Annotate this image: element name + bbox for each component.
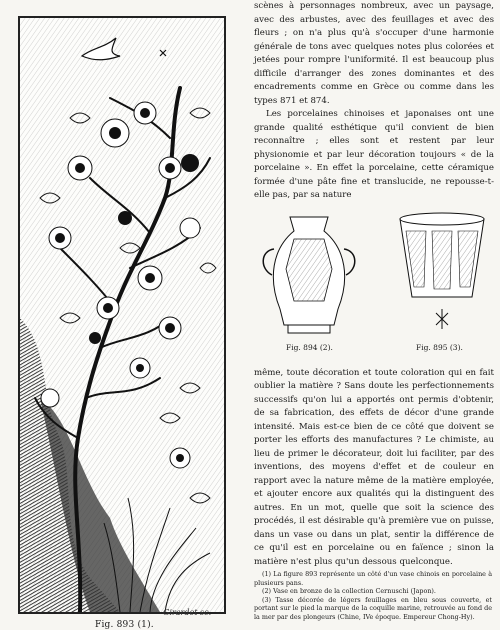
footnotes (254, 570, 492, 622)
figure-894-caption: Fig. 894 (2). (286, 342, 333, 352)
engraver-signature: Girardet sc. (163, 608, 212, 617)
footnote-1: (1) La figure 893 représente un côté d'un vase chinois en porcelaine à plusieurs pans. (254, 570, 492, 587)
plate-caption: Fig. 893 (1). (95, 620, 154, 630)
bronze-vase-illustration (254, 209, 364, 339)
footnote-2: (2) Vase en bronze de la collection Cernuschi (Japon). (262, 587, 436, 596)
paragraph-2: Les porcelaines chinoises et japonaises ont une grande qualité esthétique qu'il convient de bien reconnaître ; elles sont et restent par leur physionomie et par leur décoration toujours « de la porcelaine ». En effet la porcelaine, cette céramique formée d'une pâte fine et translucide, ne repousse-t-elle pas, par sa nature (254, 109, 494, 200)
paragraph-3: même, toute décoration et toute coloration qui en fait oublier la matière ? Sans doute les perfectionnements successifs qu'on lui a apportés ont permis d'obtenir, de sa fabrication, des effets de décor d'une grande intensité. Mais est-ce bien de ce côté que doivent se porter les efforts des manufactures ? Le chimiste, au lieu de primer le décorateur, doit lui faciliter, par des inventions, des moyens d'effet et de couleur en rapport avec la nature même de la matière employée, et ajouter encore aux qualités qui la distinguent des autres. En un mot, quelle que soit la science des procédés, il est désirable qu'à première vue on puisse, dans un vase ou dans un plat, sentir la différence de ce qu'il est en porcelaine ou en faïence ; sinon la matière n'est plus qu'un dessous quelconque. (254, 367, 494, 567)
plate-figure (10, 8, 238, 630)
porcelain-cup-illustration (392, 209, 492, 339)
text-column (254, 0, 494, 569)
plate-illustration (18, 16, 226, 614)
paragraph-1: scènes à personnages nombreux, avec un paysage, avec des arbustes, avec des feuillages et avec des fleurs ; on n'a plus qu'à s'occuper d'une harmonie générale de tons avec quelques notes plus colorées et jetées pour rompre l'uniformité. Il est beaucoup plus difficile d'arranger des zones dominantes et des encadrements comme en Grèce ou comme dans les types 871 et 874. (254, 1, 494, 106)
footnote-3: (3) Tasse décorée de légers feuillages en bleu sous couverte, et portant sur le pied la marque de la coquille marine, retrouvée au fond de la mer par des plongeurs (Chine, IVe époque. Empereur Chong-Hy). (254, 595, 492, 621)
blossom-branch-illustration (20, 18, 224, 612)
figures-row (254, 209, 494, 357)
figure-895-caption: Fig. 895 (3). (416, 342, 463, 352)
